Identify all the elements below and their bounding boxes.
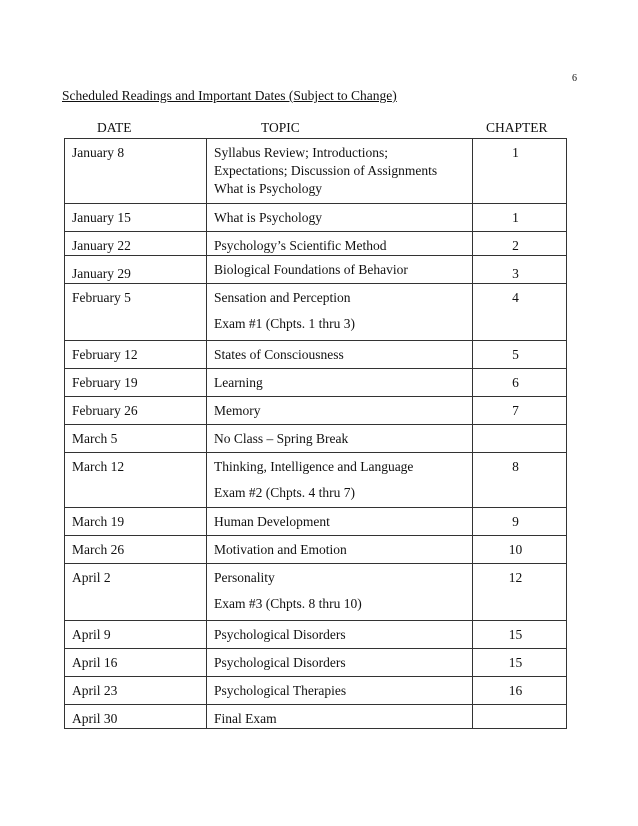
topic-line: Thinking, Intelligence and Language bbox=[214, 459, 414, 474]
date-cell: February 26 bbox=[65, 397, 207, 425]
date-cell: April 30 bbox=[65, 705, 207, 729]
topic-line: Exam #2 (Chpts. 4 thru 7) bbox=[214, 485, 355, 500]
topic-line: Motivation and Emotion bbox=[214, 542, 347, 557]
date-cell: April 23 bbox=[65, 677, 207, 705]
table-row bbox=[65, 508, 567, 536]
topic-line: Final Exam bbox=[214, 711, 277, 726]
chapter-cell: 4 bbox=[473, 284, 567, 341]
schedule-table bbox=[64, 138, 567, 729]
topic-cell bbox=[207, 204, 473, 232]
table-row bbox=[65, 621, 567, 649]
table-row bbox=[65, 677, 567, 705]
schedule-heading: Scheduled Readings and Important Dates (Subject to Change) bbox=[62, 88, 397, 103]
page-number: 6 bbox=[572, 73, 577, 84]
table-row bbox=[65, 341, 567, 369]
chapter-cell: 15 bbox=[473, 621, 567, 649]
topic-cell bbox=[207, 139, 473, 204]
date-cell: April 9 bbox=[65, 621, 207, 649]
column-header-chapter: CHAPTER bbox=[486, 120, 548, 135]
chapter-cell: 2 bbox=[473, 232, 567, 256]
date-cell: March 26 bbox=[65, 536, 207, 564]
topic-cell bbox=[207, 369, 473, 397]
topic-cell bbox=[207, 453, 473, 508]
column-header-topic: TOPIC bbox=[261, 120, 300, 135]
topic-line: Expectations; Discussion of Assignments bbox=[214, 163, 438, 178]
chapter-cell: 12 bbox=[473, 564, 567, 621]
topic-cell bbox=[207, 677, 473, 705]
chapter-cell bbox=[473, 705, 567, 729]
table-row bbox=[65, 536, 567, 564]
topic-gap bbox=[214, 307, 466, 315]
topic-line: Personality bbox=[214, 570, 275, 585]
schedule-table-body bbox=[65, 139, 567, 729]
topic-line: Psychology’s Scientific Method bbox=[214, 238, 387, 253]
topic-line: States of Consciousness bbox=[214, 347, 344, 362]
table-row bbox=[65, 139, 567, 204]
table-row bbox=[65, 256, 567, 284]
column-headers bbox=[0, 120, 638, 138]
table-row bbox=[65, 397, 567, 425]
date-cell: April 16 bbox=[65, 649, 207, 677]
topic-cell bbox=[207, 536, 473, 564]
topic-gap bbox=[214, 476, 466, 484]
topic-line: Psychological Disorders bbox=[214, 627, 346, 642]
date-cell: February 19 bbox=[65, 369, 207, 397]
chapter-cell: 6 bbox=[473, 369, 567, 397]
date-cell: March 5 bbox=[65, 425, 207, 453]
date-cell: March 12 bbox=[65, 453, 207, 508]
table-row bbox=[65, 204, 567, 232]
chapter-cell: 1 bbox=[473, 139, 567, 204]
topic-line: Human Development bbox=[214, 514, 330, 529]
topic-cell bbox=[207, 564, 473, 621]
date-cell: January 15 bbox=[65, 204, 207, 232]
topic-cell bbox=[207, 508, 473, 536]
topic-cell bbox=[207, 341, 473, 369]
date-cell: February 5 bbox=[65, 284, 207, 341]
chapter-cell: 7 bbox=[473, 397, 567, 425]
table-row bbox=[65, 425, 567, 453]
table-row bbox=[65, 453, 567, 508]
topic-cell bbox=[207, 232, 473, 256]
date-cell: January 29 bbox=[65, 256, 207, 284]
chapter-cell bbox=[473, 425, 567, 453]
topic-cell bbox=[207, 256, 473, 284]
topic-line: Psychological Disorders bbox=[214, 655, 346, 670]
topic-cell bbox=[207, 705, 473, 729]
table-row bbox=[65, 284, 567, 341]
chapter-cell: 3 bbox=[473, 256, 567, 284]
topic-line: Sensation and Perception bbox=[214, 290, 351, 305]
topic-cell bbox=[207, 397, 473, 425]
table-row bbox=[65, 564, 567, 621]
chapter-cell: 9 bbox=[473, 508, 567, 536]
chapter-cell: 8 bbox=[473, 453, 567, 508]
topic-gap bbox=[214, 587, 466, 595]
topic-cell bbox=[207, 621, 473, 649]
table-row bbox=[65, 649, 567, 677]
topic-cell bbox=[207, 284, 473, 341]
topic-line: Learning bbox=[214, 375, 263, 390]
topic-line: Exam #1 (Chpts. 1 thru 3) bbox=[214, 316, 355, 331]
topic-line: Biological Foundations of Behavior bbox=[214, 262, 408, 277]
table-row bbox=[65, 705, 567, 729]
topic-line: Exam #3 (Chpts. 8 thru 10) bbox=[214, 596, 362, 611]
chapter-cell: 10 bbox=[473, 536, 567, 564]
chapter-cell: 16 bbox=[473, 677, 567, 705]
table-row bbox=[65, 232, 567, 256]
topic-cell bbox=[207, 649, 473, 677]
chapter-cell: 15 bbox=[473, 649, 567, 677]
topic-cell bbox=[207, 425, 473, 453]
date-cell: January 22 bbox=[65, 232, 207, 256]
date-cell: April 2 bbox=[65, 564, 207, 621]
topic-line: Psychological Therapies bbox=[214, 683, 347, 698]
date-cell: January 8 bbox=[65, 139, 207, 204]
topic-line: What is Psychology bbox=[214, 181, 322, 196]
topic-line: Syllabus Review; Introductions; bbox=[214, 145, 388, 160]
table-row bbox=[65, 369, 567, 397]
date-cell: March 19 bbox=[65, 508, 207, 536]
chapter-cell: 1 bbox=[473, 204, 567, 232]
column-header-date: DATE bbox=[97, 120, 132, 135]
topic-line: Memory bbox=[214, 403, 261, 418]
date-cell: February 12 bbox=[65, 341, 207, 369]
topic-line: What is Psychology bbox=[214, 210, 322, 225]
chapter-cell: 5 bbox=[473, 341, 567, 369]
topic-line: No Class – Spring Break bbox=[214, 431, 349, 446]
